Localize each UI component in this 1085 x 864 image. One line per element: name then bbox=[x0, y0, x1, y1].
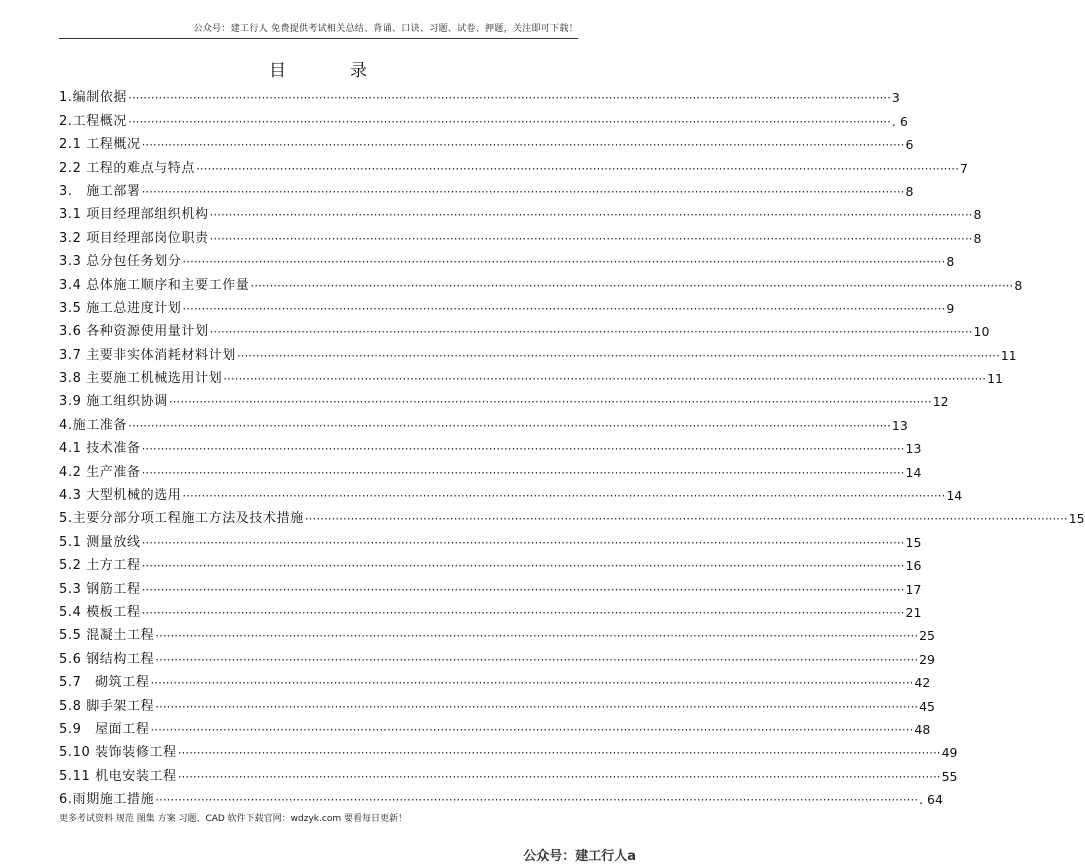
toc-leader-dots: ········································································································································································································ bbox=[177, 769, 941, 784]
toc-leader-dots: ········································································································································································································ bbox=[141, 442, 905, 457]
toc-entry-label: 5.7 砌筑工程 bbox=[59, 675, 150, 691]
toc-entry-page: 6 bbox=[905, 137, 914, 153]
toc-leader-dots: ········································································································································································································ bbox=[304, 512, 1068, 527]
toc-entry-label: 5.1 测量放线 bbox=[59, 534, 141, 550]
toc-entry-page: 13 bbox=[905, 441, 922, 457]
toc-entry-label: 5.11 机电安装工程 bbox=[59, 768, 177, 784]
toc-leader-dots: ········································································································································································································ bbox=[141, 559, 905, 574]
toc-entry[interactable] bbox=[59, 714, 931, 737]
toc-leader-dots: ········································································································································································································ bbox=[141, 535, 905, 550]
toc-entry-page: 17 bbox=[905, 581, 922, 597]
toc-entry-label: 3.7 主要非实体消耗材料计划 bbox=[59, 347, 236, 363]
toc-entry[interactable] bbox=[59, 363, 1004, 387]
toc-entry[interactable] bbox=[59, 339, 1017, 363]
toc-entry-label: 3. 施工部署 bbox=[59, 183, 141, 199]
toc-entry-page: 16 bbox=[905, 558, 922, 574]
toc-entry[interactable] bbox=[59, 246, 955, 270]
toc-entry[interactable] bbox=[59, 222, 982, 246]
toc-leader-dots: ········································································································································································································ bbox=[128, 418, 891, 433]
toc-entry-page: . 64 bbox=[919, 792, 943, 808]
toc-entry[interactable] bbox=[59, 456, 922, 480]
toc-entry[interactable] bbox=[59, 597, 922, 620]
toc-entry[interactable] bbox=[59, 550, 922, 574]
toc-leader-dots: ········································································································································································································ bbox=[177, 746, 941, 761]
toc-entry-page: 13 bbox=[891, 417, 908, 433]
page-header: 公众号：建工行人 免费提供考试相关总结、背诵、口诀、习题、试卷、押题，关注即可下载！ bbox=[193, 24, 578, 34]
toc-entry-page: 7 bbox=[959, 160, 968, 176]
toc-entry[interactable] bbox=[59, 152, 968, 176]
toc-entry[interactable] bbox=[59, 129, 914, 153]
toc-entry-label: 5.4 模板工程 bbox=[59, 604, 141, 620]
toc-leader-dots: ········································································································································································································ bbox=[128, 91, 891, 106]
toc-entry-page: 12 bbox=[932, 394, 949, 410]
toc-entry[interactable] bbox=[59, 480, 963, 504]
toc-entry-label: 3.9 施工组织协调 bbox=[59, 394, 168, 410]
toc-entry-label: 4.施工准备 bbox=[59, 417, 128, 433]
header-rule bbox=[59, 38, 578, 39]
toc-entry-label: 4.3 大型机械的选用 bbox=[59, 488, 182, 504]
toc-entry[interactable] bbox=[59, 526, 922, 550]
toc-leader-dots: ········································································································································································································ bbox=[236, 348, 1000, 363]
toc-leader-dots: ········································································································································································································ bbox=[155, 793, 919, 808]
toc-entry[interactable] bbox=[59, 433, 922, 457]
toc-leader-dots: ········································································································································································································ bbox=[141, 582, 905, 597]
toc-entry-label: 2.工程概况 bbox=[59, 113, 128, 129]
toc-entry[interactable] bbox=[59, 316, 990, 340]
toc-entry-label: 5.9 屋面工程 bbox=[59, 721, 150, 737]
toc-entry-label: 3.5 施工总进度计划 bbox=[59, 300, 182, 316]
toc-leader-dots: ········································································································································································································ bbox=[182, 301, 946, 316]
toc-entry-page: 29 bbox=[919, 651, 936, 667]
toc-entry-page: 8 bbox=[973, 207, 982, 223]
toc-entry-page: 8 bbox=[1014, 277, 1023, 293]
toc-title-left: 目 bbox=[269, 61, 288, 81]
toc-entry-label: 5.8 脚手架工程 bbox=[59, 698, 155, 714]
toc-entry-page: 3 bbox=[891, 90, 900, 106]
toc-entry[interactable] bbox=[59, 293, 955, 316]
toc-entry-page: 11 bbox=[987, 371, 1004, 387]
toc-entry[interactable] bbox=[59, 690, 936, 714]
toc-entry-page: 25 bbox=[919, 628, 936, 644]
toc-leader-dots: ········································································································································································································ bbox=[150, 676, 914, 691]
toc-entry-label: 5.6 钢结构工程 bbox=[59, 651, 155, 667]
toc-entry[interactable] bbox=[59, 269, 1023, 293]
toc-leader-dots: ········································································································································································································ bbox=[155, 652, 919, 667]
toc-leader-dots: ········································································································································································································ bbox=[209, 231, 973, 246]
toc-entry-label: 5.主要分部分项工程施工方法及技术措施 bbox=[59, 511, 304, 527]
toc-entry-label: 4.2 生产准备 bbox=[59, 464, 141, 480]
toc-entry-label: 3.2 项目经理部岗位职责 bbox=[59, 230, 209, 246]
page-footer: 更多考试资料 规范 图集 方案 习题、CAD 软件下载官网：wdzyk.com 要看每日更新！ bbox=[59, 814, 407, 824]
toc-entry[interactable] bbox=[59, 176, 914, 199]
toc-entry-page: 49 bbox=[941, 745, 958, 761]
toc-entry-page: 9 bbox=[946, 300, 955, 316]
toc-entry-page: . 6 bbox=[891, 113, 908, 129]
toc-entry[interactable] bbox=[59, 503, 1085, 527]
toc-entry-page: 14 bbox=[905, 464, 922, 480]
toc-leader-dots: ········································································································································································································ bbox=[141, 605, 905, 620]
toc-leader-dots: ········································································································································································································ bbox=[223, 372, 987, 387]
toc-entry[interactable] bbox=[59, 784, 943, 808]
table-of-contents bbox=[59, 82, 1085, 808]
toc-entry-page: 21 bbox=[905, 604, 922, 620]
toc-leader-dots: ········································································································································································································ bbox=[209, 208, 973, 223]
toc-leader-dots: ········································································································································································································ bbox=[141, 138, 905, 153]
toc-entry[interactable] bbox=[59, 573, 922, 597]
toc-entry[interactable] bbox=[59, 82, 900, 106]
toc-entry[interactable] bbox=[59, 199, 982, 223]
toc-entry-label: 5.2 土方工程 bbox=[59, 558, 141, 574]
toc-leader-dots: ········································································································································································································ bbox=[168, 395, 932, 410]
toc-leader-dots: ········································································································································································································ bbox=[155, 699, 919, 714]
toc-entry-page: 8 bbox=[905, 183, 914, 199]
toc-entry-page: 8 bbox=[973, 230, 982, 246]
toc-entry-page: 10 bbox=[973, 324, 990, 340]
toc-entry-page: 45 bbox=[919, 698, 936, 714]
toc-leader-dots: ········································································································································································································ bbox=[182, 489, 946, 504]
toc-entry-page: 42 bbox=[914, 675, 931, 691]
toc-leader-dots: ········································································································································································································ bbox=[150, 722, 914, 737]
toc-entry-page: 55 bbox=[941, 768, 958, 784]
toc-leader-dots: ········································································································································································································ bbox=[141, 184, 905, 199]
watermark-text: 公众号：建工行人a bbox=[523, 849, 636, 864]
toc-entry-label: 5.10 装饰装修工程 bbox=[59, 745, 177, 761]
toc-entry-label: 6.雨期施工措施 bbox=[59, 792, 155, 808]
toc-leader-dots: ········································································································································································································ bbox=[250, 278, 1014, 293]
toc-entry-label: 5.5 混凝土工程 bbox=[59, 628, 155, 644]
toc-entry[interactable] bbox=[59, 386, 949, 410]
toc-entry-label: 5.3 钢筋工程 bbox=[59, 581, 141, 597]
toc-entry-page: 15 bbox=[905, 534, 922, 550]
toc-entry[interactable] bbox=[59, 737, 958, 761]
toc-entry-label: 3.3 总分包任务划分 bbox=[59, 254, 182, 270]
toc-entry[interactable] bbox=[59, 409, 908, 433]
toc-entry-label: 2.2 工程的难点与特点 bbox=[59, 160, 196, 176]
toc-entry[interactable] bbox=[59, 760, 958, 784]
toc-entry-label: 3.4 总体施工顺序和主要工作量 bbox=[59, 277, 250, 293]
toc-entry-page: 11 bbox=[1000, 347, 1017, 363]
toc-leader-dots: ········································································································································································································ bbox=[182, 255, 946, 270]
toc-entry-label: 2.1 工程概况 bbox=[59, 137, 141, 153]
toc-entry-page: 48 bbox=[914, 721, 931, 737]
toc-entry[interactable] bbox=[59, 667, 931, 691]
toc-leader-dots: ········································································································································································································ bbox=[209, 325, 973, 340]
toc-entry-page: 8 bbox=[946, 254, 955, 270]
toc-leader-dots: ········································································································································································································ bbox=[128, 114, 891, 129]
toc-title bbox=[0, 56, 638, 81]
toc-entry-page: 15 bbox=[1068, 511, 1085, 527]
toc-entry-label: 1.编制依据 bbox=[59, 90, 128, 106]
toc-entry[interactable] bbox=[59, 620, 936, 644]
toc-leader-dots: ········································································································································································································ bbox=[196, 161, 959, 176]
toc-entry-label: 4.1 技术准备 bbox=[59, 441, 141, 457]
toc-leader-dots: ········································································································································································································ bbox=[141, 465, 905, 480]
toc-entry[interactable] bbox=[59, 105, 908, 129]
toc-entry-page: 14 bbox=[946, 488, 963, 504]
toc-entry-label: 3.8 主要施工机械选用计划 bbox=[59, 371, 223, 387]
toc-title-right: 录 bbox=[350, 61, 369, 81]
toc-entry[interactable] bbox=[59, 643, 936, 667]
toc-entry-label: 3.1 项目经理部组织机构 bbox=[59, 207, 209, 223]
toc-leader-dots: ········································································································································································································ bbox=[155, 629, 919, 644]
toc-entry-label: 3.6 各种资源使用量计划 bbox=[59, 324, 209, 340]
